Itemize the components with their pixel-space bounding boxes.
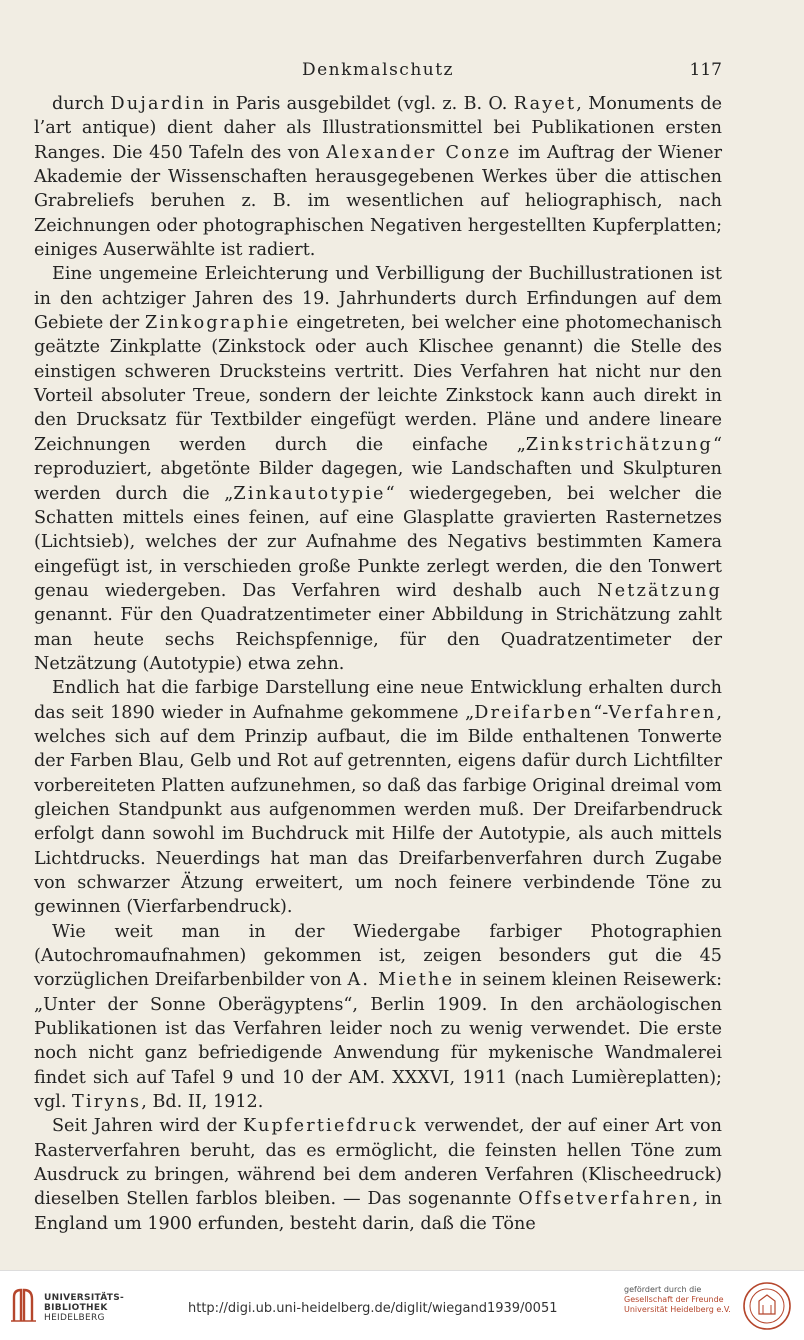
paragraph-1: durch Dujardin in Paris ausgebildet (vgl. z. B. O. Rayet, Monuments de l’art antique) dient daher als Illustrationsmittel bei Publikationen ersten Ranges. Die 450 Tafeln des von Alexander Conze im Auftrag der Wiener Akademie der Wissenschaften herausgegebenen Werkes über die attischen Grabreliefs beruhen z. B. im wesentlichen auf heliographisch, nach Zeichnungen oder photographischen Negativen hergestellten Kupferplatten; einiges Auserwählte ist radiert. [34,94,723,261]
running-title: Denkmalschutz [301,60,455,80]
body-text [34,92,722,1236]
permalink-url[interactable]: http://digi.ub.uni-heidelberg.de/diglit/wiegand1939/0051 [188,1301,558,1316]
running-header [34,60,722,84]
university-seal-icon [742,1281,792,1331]
page-number: 117 [689,60,722,80]
digitization-footer [0,1270,804,1340]
paragraph-4: Wie weit man in der Wiedergabe farbiger Photographien (Autochromaufnahmen) gekommen ist, zeigen besonders gut die 45 vorzüglichen Dreifarbenbilder von A. Miethe in seinem kleinen Reisewerk: „Unter der Sonne Oberägyptens“, Berlin 1909. In den archäologischen Publikationen ist das Verfahren leider noch zu wenig verwendet. Die erste noch nicht ganz befriedigende Anwendung für mykenische Wandmalerei findet sich auf Tafel 9 und 10 der AM. XXXVI, 1911 (nach Lumièreplatten); vgl. Tiryns, Bd. II, 1912. [34,921,723,1113]
library-name: UNIVERSITÄTS- BIBLIOTHEK HEIDELBERG [44,1293,125,1323]
paragraph-5: Seit Jahren wird der Kupfertiefdruck verwendet, der auf einer Art von Rasterverfahren beruht, das es ermöglicht, die feinsten hellen Töne zum Ausdruck zu bringen, während bei dem anderen Verfahren (Klischeedruck) dieselben Stellen farblos bleiben. — Das sogenannte Offsetverfahren, in England um 1900 erfunden, besteht darin, daß die Töne [34,1116,722,1234]
sponsor-text: gefördert durch die Gesellschaft der Freunde Universität Heidelberg e.V. [624,1285,731,1314]
paragraph-2: Eine ungemeine Erleichterung und Verbilligung der Buchillustrationen ist in den achtziger Jahren des 19. Jahrhunderts durch Erfindungen auf dem Gebiete der Zinkographie eingetreten, bei welcher eine photomechanisch geätzte Zinkplatte (Zinkstock oder auch Klischee genannt) die Stelle des einstigen schweren Drucksteins vertritt. Dies Verfahren hat nicht nur den Vorteil absoluter Treue, sondern der leichte Zinkstock kann auch direkt in den Drucksatz für Textbilder eingefügt werden. Pläne und andere lineare Zeichnungen werden durch die einfache „Zinkstrichätzung“ reproduziert, abgetönte Bilder dagegen, wie Landschaften und Skulpturen werden durch die „Zinkautotypie“ wiedergegeben, bei welcher die Schatten mittels eines feinen, auf eine Glasplatte gravierten Rasternetzes (Lichtsieb), welches der zur Aufnahme des Negativs bestimmten Kamera eingefügt ist, in verschieden große Punkte zerlegt werden, die den Tonwert genau wiedergeben. Das Verfahren wird deshalb auch Netzätzung genannt. Für den Quadratzentimeter einer Abbildung in Strichätzung zahlt man heute sechs Reichspfennige, für den Quadratzentimeter der Netzätzung (Autotypie) etwa zehn. [34,264,722,674]
library-logo-icon [10,1287,38,1323]
paragraph-3: Endlich hat die farbige Darstellung eine neue Entwicklung erhalten durch das seit 1890 wieder in Aufnahme gekommene „Dreifarben“-Verfahren, welches sich auf dem Prinzip aufbaut, die im Bilde enthaltenen Tonwerte der Farben Blau, Gelb und Rot auf getrennten, eigens dafür durch Lichtfilter vorbereiteten Platten aufzunehmen, so daß das farbige Original dreimal vom gleichen Standpunkt aus aufgenommen werden muß. Der Dreifarbendruck erfolgt dann sowohl im Buchdruck mit Hilfe der Autotypie, als auch mittels Lichtdrucks. Neuerdings hat man das Dreifarbenverfahren durch Zugabe von schwarzer Ätzung erweitert, um noch feinere verbindende Töne zu gewinnen (Vierfarbendruck). [34,678,722,918]
